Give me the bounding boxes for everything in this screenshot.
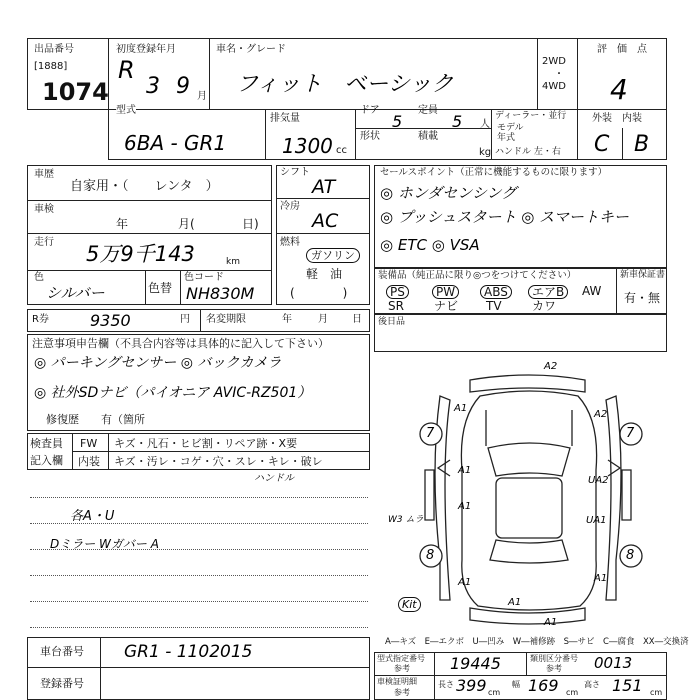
- capacity-unit: 人: [480, 119, 490, 130]
- shift-label: シフト: [280, 167, 310, 178]
- capacity-label: 定員: [418, 105, 438, 116]
- hand-note-1: 各A・U: [70, 509, 115, 524]
- first-reg-month: 9: [176, 74, 190, 99]
- door-value: 5: [392, 112, 403, 131]
- chassis-value: GR1 - 1102015: [124, 642, 253, 662]
- disp-value: 1300: [282, 134, 333, 158]
- dealer-label: ディーラー・並行: [495, 111, 567, 121]
- interior-label: 内装: [78, 455, 100, 468]
- month-unit: 月: [197, 91, 207, 102]
- mark-rear-bumper: A1: [544, 617, 558, 628]
- name-label: 車名・グレード: [216, 44, 286, 55]
- registration-label: 登録番号: [40, 677, 84, 690]
- equip-aw: AW: [582, 284, 602, 298]
- model-value: 6BA - GR1: [124, 131, 227, 155]
- load-unit: kg: [479, 147, 492, 158]
- name-change-month: 月: [318, 314, 328, 325]
- sales-line3: ◎ ETC ◎ VSA: [380, 236, 480, 254]
- wheel-fl-mark: 7: [426, 426, 435, 441]
- inspection-month: 月(: [178, 217, 195, 231]
- type-value: 19445: [450, 654, 501, 673]
- colorcode-label: 色コード: [184, 272, 224, 283]
- name-change-label: 名変期限: [206, 314, 246, 325]
- drive-4wd: 4WD: [542, 81, 566, 92]
- inspection-year: 年: [116, 217, 129, 231]
- capacity-value: 5: [452, 112, 463, 131]
- mark-fr-fender: A2: [594, 409, 608, 420]
- side-note: W3 ムラ: [388, 515, 424, 525]
- kit-mark: Kit: [398, 597, 421, 612]
- recycle-label: R券: [32, 314, 49, 325]
- ac-label: 冷房: [280, 201, 300, 212]
- mark-rr: A1: [594, 573, 608, 584]
- inspection-day: 日): [242, 217, 259, 231]
- model-label: 型式: [116, 105, 136, 116]
- sales-line2: ◎ プッシュスタート ◎ スマートキー: [380, 208, 629, 226]
- height-value: 151: [612, 676, 643, 695]
- equip-abs: ABS: [480, 285, 512, 299]
- mileage-unit: km: [226, 257, 240, 267]
- equip-pw: PW: [432, 285, 459, 299]
- mark-fl-fender: A1: [454, 403, 468, 414]
- mark-l-door: A1: [458, 501, 472, 512]
- chassis-label: 車台番号: [40, 645, 84, 658]
- load-label: 積載: [418, 131, 438, 142]
- lot-label: 出品番号: [34, 44, 74, 55]
- shape-label: 形状: [360, 131, 380, 142]
- fuel-label: 燃料: [280, 237, 300, 248]
- colorcode-value: NH830M: [186, 284, 255, 303]
- width-unit: cm: [566, 688, 579, 697]
- equip-tv: TV: [486, 299, 502, 313]
- cert-label: 車検証明細: [377, 677, 417, 686]
- ac-value: AC: [312, 210, 339, 232]
- equipment-label: 装備品（純正品に限り◎つをつけてください）: [378, 270, 577, 281]
- history-label: 車歴: [34, 169, 54, 180]
- score-label: 評 価 点: [597, 44, 647, 55]
- hand-note-2: Dミラー Wガバー A: [50, 537, 159, 551]
- length-value: 399: [456, 676, 487, 695]
- color-value: シルバー: [46, 284, 105, 302]
- inspector-label: 検査員: [30, 437, 63, 450]
- mark-r-quarter: UA1: [586, 515, 607, 526]
- fw-label: FW: [80, 437, 98, 450]
- recycle-value: 9350: [90, 311, 131, 330]
- sales-label: セールスポイント（正常に機能するものに限ります）: [380, 167, 608, 178]
- class-value: 0013: [594, 654, 633, 672]
- width-label: 幅: [512, 680, 520, 689]
- height-unit: cm: [650, 688, 663, 697]
- first-reg-year: 3: [146, 74, 160, 99]
- history-value: 自家用・（ レンタ ）: [70, 179, 219, 194]
- notes-line2: ◎ 社外SDナビ（パイオニア AVIC-RZ501）: [34, 385, 312, 401]
- height-label: 高さ: [584, 680, 600, 689]
- color-label: 色: [34, 272, 44, 283]
- sales-line1: ◎ ホンダセンシング: [380, 184, 517, 202]
- type-ref: 参考: [394, 664, 410, 673]
- name-value: フィット ベーシック: [236, 72, 454, 97]
- lot-sub: [1888]: [34, 61, 68, 72]
- fw-items: キズ・凡石・ヒビ割・リペア跡・X要: [114, 437, 298, 450]
- fuel-diesel: 軽 油: [306, 267, 343, 281]
- after-sales-label: 後日品: [378, 317, 406, 327]
- lot-number: 1074: [42, 78, 109, 106]
- first-reg-label: 初度登録年月: [116, 44, 176, 55]
- mark-r-door: UA2: [588, 475, 609, 486]
- color-change-label: 色替: [148, 281, 173, 295]
- disp-label: 排気量: [270, 113, 300, 124]
- equip-navi: ナビ: [434, 299, 459, 313]
- disp-unit: cc: [336, 145, 347, 156]
- equip-sr: SR: [388, 299, 404, 313]
- repair-label: 修復歴 有（箇所: [46, 413, 145, 426]
- int-value: B: [634, 132, 650, 157]
- warranty-label: 新車保証書: [620, 270, 666, 280]
- name-change-day: 日: [352, 314, 362, 325]
- mark-front-bumper: A2: [544, 361, 558, 372]
- score-value: 4: [610, 73, 628, 106]
- legend: A―キズ E―エクボ U―凹み W―補修跡 S―サビ C―腐食 XX―交換済: [385, 637, 689, 647]
- extint-label: 外装 内装: [592, 113, 642, 124]
- equip-airbag: エアB: [528, 285, 568, 299]
- name-change-year: 年: [282, 314, 292, 325]
- inspector-label2: 記入欄: [30, 454, 63, 467]
- fuel-paren: ( ): [290, 286, 348, 300]
- drive-2wd: 2WD: [542, 56, 566, 67]
- mileage-label: 走行: [34, 237, 54, 248]
- modelyear-label: モデル: [497, 123, 524, 133]
- length-unit: cm: [488, 688, 501, 697]
- mileage-value: 5万9千143: [86, 242, 195, 266]
- equip-ps: PS: [386, 285, 409, 299]
- wheel-rr-mark: 8: [626, 548, 635, 563]
- cert-ref: 参考: [394, 688, 410, 697]
- inspection-label: 車検: [34, 204, 54, 215]
- width-value: 169: [528, 676, 559, 695]
- class-label: 類別区分番号: [530, 654, 578, 663]
- mark-rl: A1: [458, 577, 472, 588]
- notes-label: 注意事項申告欄（不具合内容等は具体的に記入して下さい）: [32, 337, 329, 350]
- warranty-options: 有・無: [624, 291, 661, 305]
- recycle-unit: 円: [180, 314, 190, 325]
- year-label: 年式: [497, 133, 516, 143]
- wheel-fr-mark: 7: [626, 426, 635, 441]
- shift-value: AT: [312, 176, 336, 198]
- class-ref: 参考: [546, 664, 562, 673]
- door-label: ドア: [360, 105, 380, 116]
- equip-leather: カワ: [532, 299, 557, 313]
- mark-trunk: A1: [508, 597, 522, 608]
- notes-line1: ◎ パーキングセンサー ◎ バックカメラ: [34, 355, 282, 371]
- mark-hood: A1: [458, 465, 472, 476]
- type-label: 型式指定番号: [377, 654, 425, 663]
- fuel-value: ガソリン: [306, 248, 360, 263]
- handle-note: ハンドル: [254, 473, 294, 484]
- drive-dot: ・: [554, 69, 564, 80]
- handle-label: ハンドル 左・右: [495, 147, 561, 157]
- wheel-rl-mark: 8: [426, 548, 435, 563]
- ext-value: C: [594, 132, 610, 157]
- first-reg-era: R: [118, 56, 135, 84]
- length-label: 長さ: [438, 680, 454, 689]
- interior-items: キズ・汚レ・コゲ・穴・スレ・キレ・破レ: [114, 455, 323, 468]
